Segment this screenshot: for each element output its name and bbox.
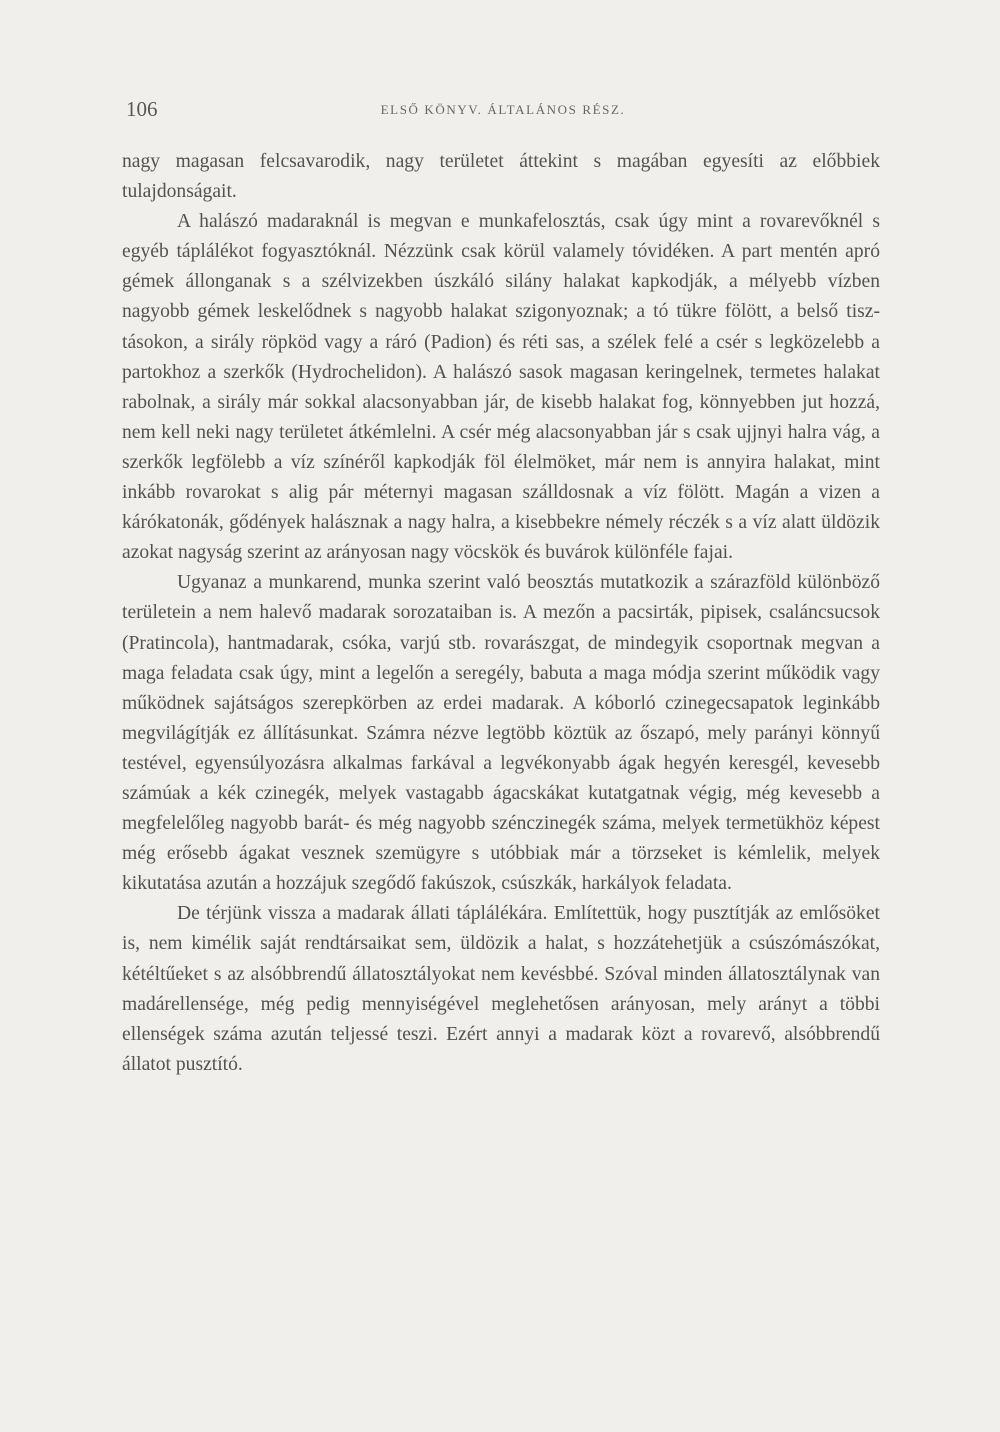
- paragraph-fishing-birds: A halászó madaraknál is megvan e munkafelosztás, csak úgy mint a rovarevőknél s egyéb táplálékot fogyasztóknál. Nézzünk csak körül valamely tóvidéken. A part mentén apró gémek állonganak s a szélvizekben úszkáló silány halakat kapkodják, a mélyebb vízben nagyobb gémek leskelődnek s nagyobb halakat szigonyoznak; a tó tükre fölött, a belső tisztásokon, a sirály röpköd vagy a ráró (Padion) és réti sas, a szélek felé a csér s legközelebb a partokhoz a szerkők (Hydrochelidon). A halászó sasok magasan keringelnek, termetes halakat rabolnak, a sirály már sokkal alacsonyabban jár, de kisebb halakat fog, könnyebben jut hozzá, nem kell neki nagy területet átkémlelni. A csér még alacsonyabban jár s csak ujjnyi halra vág, a szerkők legfölebb a víz színéről kapkodják föl élelmöket, már nem is annyira halakat, mint inkább rovarokat s alig pár méternyi magasan szálldosnak a víz fölött. Magán a vizen a kárókatonák, gődények halásznak a nagy halra, a kisebbekre némely réczék s a víz alatt üldözik azokat nagyság szerint az arányosan nagy vöcskök és buvárok különféle fajai.: [122, 211, 880, 564]
- paragraph-animal-food: De térjünk vissza a madarak állati táplálékára. Említettük, hogy pusztítják az emlősöket is, nem kimélik saját rendtársaikat sem, üldözik a halat, s hozzátehetjük a csúszómászókat, kétéltűeket s az alsóbbrendű állatosztályokat nem kevésbbé. Szóval minden állatosztálynak van madárellensége, még pedig mennyiségével meglehetősen arányosan, mely arányt a többi ellenségek száma azután teljessé teszi. Ezért annyi a madarak közt a rovarevő, alsóbbrendű állatot pusztító.: [122, 903, 880, 1075]
- paragraph-land-birds: Ugyanaz a munkarend, munka szerint való beosztás mutatkozik a szárazföld különböző területein a nem halevő madarak sorozataiban is. A mezőn a pacsirták, pipisek, csaláncsucsok (Pratincola), hantmadarak, csóka, varjú stb. rovarászgat, de mindegyik csoportnak megvan a maga feladata csak úgy, mint a legelőn a seregély, babuta a maga módja szerint működik vagy működnek sajátságos szerepkörben az erdei madarak. A kóborló czinegecsapatok leginkább megvilágítják ez állításunkat. Számra nézve legtöbb köztük az őszapó, mely parányi könnyű testével, egyensúlyozásra alkalmas farkával a legvékonyabb ágak hegyén keresgél, kevesebb számúak a kék czinegék, melyek vastagabb ágacskákat kutatgatnak végig, még kevesebb a megfelelőleg nagyobb barát- és még nagyobb szénczinegék száma, melyek termetükhöz képest még erősebb ágakat vesznek szemügyre s utóbbiak már a törzseket is kémlelik, melyek kikutatása azután a hozzájuk szegődő fakúszok, csúszkák, harkályok feladata.: [122, 572, 880, 895]
- page-number: 106: [126, 97, 158, 121]
- running-head: [126, 97, 880, 121]
- paragraph-continuation: nagy magasan felcsavarodik, nagy területet áttekint s magában egyesíti az előbbiek tulajdonságait.: [122, 151, 880, 203]
- running-title: ELSŐ KÖNYV. ÁLTALÁNOS RÉSZ.: [380, 102, 626, 117]
- body-text: [122, 147, 880, 1080]
